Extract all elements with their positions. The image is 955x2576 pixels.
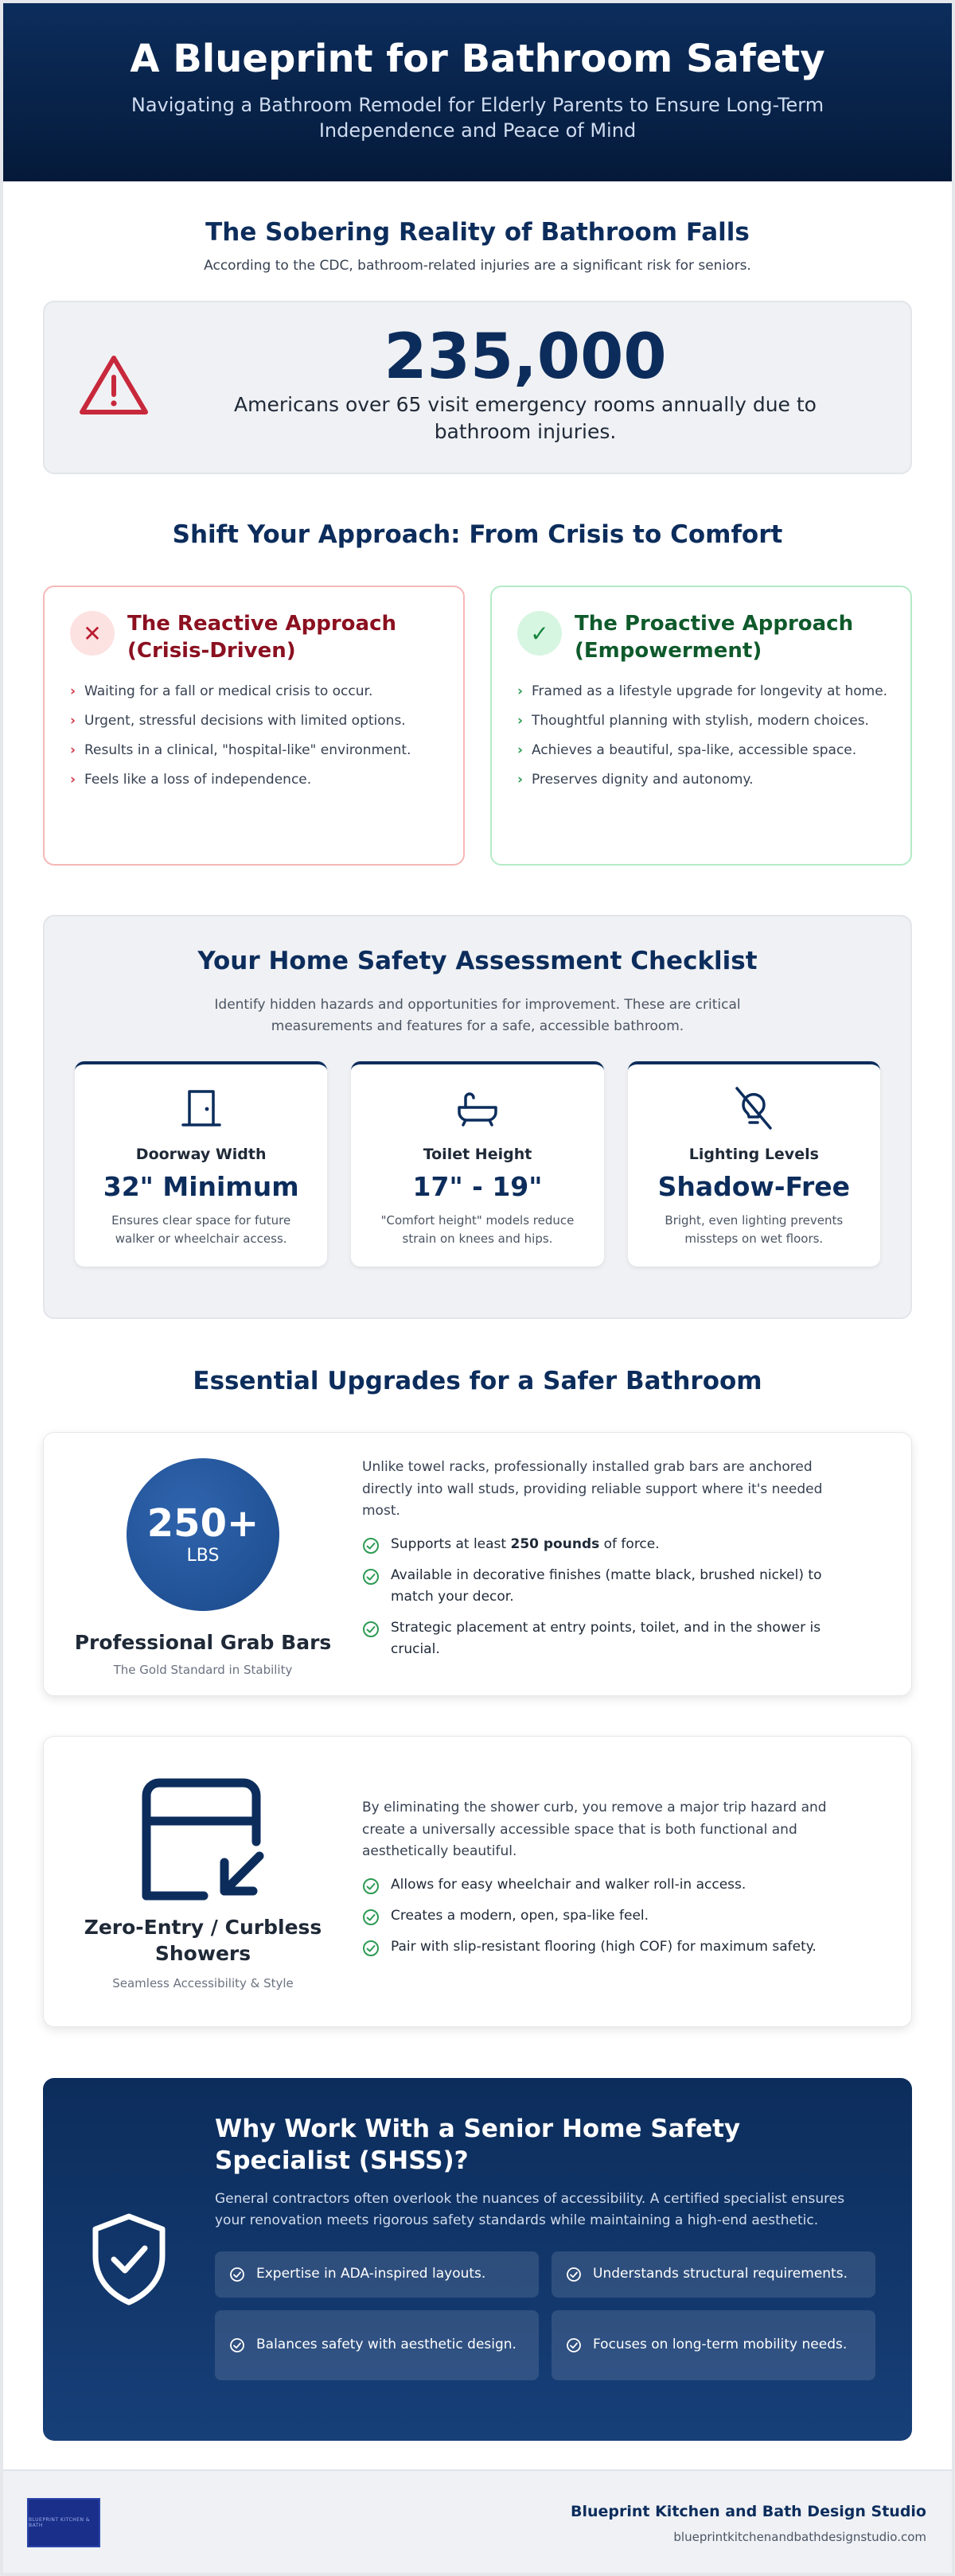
company-name: Blueprint Kitchen and Bath Design Studio <box>570 2503 926 2520</box>
card-description: "Comfort height" models reduce strain on knees and hips. <box>380 1213 575 1246</box>
lighting-card <box>628 1061 880 1267</box>
list-text: Balances safety with aesthetic design. <box>256 2337 516 2353</box>
check-circle-icon <box>362 1621 380 1638</box>
proactive-list <box>517 681 888 792</box>
approach-title: Shift Your Approach: From Crisis to Comfort <box>172 520 783 549</box>
x-icon: ✕ <box>70 611 115 656</box>
proactive-header <box>517 611 888 665</box>
grab-bars-right <box>362 1433 911 1695</box>
list-item: › Urgent, stressful decisions with limited options. <box>70 710 441 732</box>
approach-section <box>3 474 952 866</box>
grab-bars-list <box>362 1534 856 1661</box>
toilet-card <box>351 1061 603 1267</box>
warning-triangle-icon <box>78 353 150 417</box>
grab-bars-card <box>43 1432 912 1696</box>
walk-in-shower-icon <box>135 1773 271 1909</box>
list-item <box>362 1905 856 1927</box>
stat-box <box>43 301 912 474</box>
grab-bars-intro: Unlike towel racks, professionally installed grab bars are anchored directly into wall studs, providing reliable support where it's needed most. <box>362 1459 823 1520</box>
stat-text: Americans over 65 visit emergency rooms annually due to bathroom injuries. <box>234 393 817 443</box>
reactive-list <box>70 681 441 792</box>
reality-title: The Sobering Reality of Bathroom Falls <box>205 218 750 247</box>
list-item <box>362 1565 856 1608</box>
reality-subtitle: According to the CDC, bathroom-related injuries are a significant risk for seniors. <box>204 258 751 274</box>
list-text: Available in decorative finishes (matte black, brushed nickel) to match your decor. <box>391 1566 822 1605</box>
card-description: Ensures clear space for future walker or wheelchair access. <box>111 1213 291 1246</box>
grab-bars-subtitle: The Gold Standard in Stability <box>113 1662 293 1677</box>
footer <box>3 2469 952 2573</box>
specialist-item <box>552 2251 875 2298</box>
reactive-header <box>70 611 441 665</box>
check-circle-icon <box>362 1568 380 1586</box>
showers-list <box>362 1874 856 1959</box>
badge-unit: LBS <box>186 1545 220 1566</box>
list-item: › Framed as a lifestyle upgrade for longevity at home. <box>517 681 888 702</box>
card-value: Shadow-Free <box>657 1171 851 1203</box>
list-item: › Feels like a loss of independence. <box>70 769 441 791</box>
showers-title: Zero-Entry / Curbless Showers <box>84 1916 322 1965</box>
checklist-subtitle: Identify hidden hazards and opportunities for improvement. These are critical measurements and features for a safe, accessible bathroom. <box>214 997 741 1035</box>
list-text-bold: 250 pounds <box>510 1535 600 1552</box>
list-item: › Waiting for a fall or medical crisis to occur. <box>70 681 441 702</box>
card-value: 32" Minimum <box>103 1171 299 1203</box>
upgrades-title: Essential Upgrades for a Safer Bathroom <box>193 1367 762 1395</box>
lightbulb-off-icon <box>731 1085 777 1131</box>
proactive-title: The Proactive Approach (Empowerment) <box>575 612 854 663</box>
proactive-card <box>490 586 912 866</box>
reactive-title: The Reactive Approach (Crisis-Driven) <box>127 612 397 663</box>
doorway-card <box>75 1061 327 1267</box>
specialist-grid <box>215 2251 875 2380</box>
upgrades-section <box>3 1319 952 2027</box>
specialist-intro: General contractors often overlook the nuances of accessibility. A certified specialist ensures your renovation meets rigorous safety standards while maintaining a high-end aesthetic. <box>215 2190 845 2229</box>
shield-check-icon <box>89 2212 169 2307</box>
list-text: Creates a modern, open, spa-like feel. <box>391 1907 649 1924</box>
check-circle-icon <box>362 1878 380 1895</box>
approach-row <box>43 586 912 866</box>
checklist-title: Your Home Safety Assessment Checklist <box>197 947 758 975</box>
check-circle-icon <box>229 2337 245 2353</box>
grab-bars-title: Professional Grab Bars <box>74 1631 332 1654</box>
check-circle-icon <box>362 1940 380 1957</box>
weight-badge <box>127 1458 279 1611</box>
list-item: › Achieves a beautiful, spa-like, accessible space. <box>517 740 888 761</box>
showers-intro: By eliminating the shower curb, you remove a major trip hazard and create a universally accessible space that is both functional and aesthetically beautiful. <box>362 1800 827 1860</box>
reactive-card <box>43 586 465 866</box>
company-url[interactable]: blueprintkitchenandbathdesignstudio.com <box>673 2530 926 2544</box>
badge-value: 250+ <box>146 1500 259 1546</box>
card-description: Bright, even lighting prevents missteps on wet floors. <box>665 1213 844 1246</box>
card-label: Toilet Height <box>423 1146 532 1164</box>
showers-subtitle: Seamless Accessibility & Style <box>112 1976 294 1990</box>
list-item <box>362 1936 856 1958</box>
card-value: 17" - 19" <box>412 1171 543 1203</box>
list-item <box>362 1617 856 1660</box>
logo-text: BLUEPRINT KITCHEN & BATH <box>29 2517 91 2528</box>
list-item <box>362 1534 856 1555</box>
list-text: Understands structural requirements. <box>593 2266 848 2282</box>
page-subtitle: Navigating a Bathroom Remodel for Elderly Parents to Ensure Long-Term Independence and Peace of Mind <box>131 93 824 142</box>
specialist-section <box>43 2078 912 2441</box>
hero-header <box>3 3 952 181</box>
check-circle-icon <box>362 1909 380 1926</box>
specialist-item <box>215 2251 539 2298</box>
list-text: Strategic placement at entry points, toilet, and in the shower is crucial. <box>391 1620 821 1658</box>
check-circle-icon <box>566 2337 582 2353</box>
card-label: Lighting Levels <box>688 1146 819 1164</box>
grab-bars-left <box>44 1433 362 1695</box>
stat-value: 235,000 <box>384 321 667 393</box>
reality-section <box>3 181 952 474</box>
list-text: Allows for easy wheelchair and walker roll-in access. <box>391 1876 746 1893</box>
showers-right <box>362 1737 911 2026</box>
list-text: of force. <box>599 1535 660 1552</box>
check-circle-icon <box>566 2267 582 2282</box>
list-item <box>362 1874 856 1896</box>
company-logo <box>27 2498 100 2547</box>
door-icon <box>178 1085 224 1131</box>
list-item: › Thoughtful planning with stylish, modern choices. <box>517 710 888 732</box>
check-circle-icon <box>362 1537 380 1555</box>
list-item: › Results in a clinical, "hospital-like" environment. <box>70 740 441 761</box>
check-icon: ✓ <box>517 611 562 656</box>
checklist-section <box>43 915 912 1319</box>
showers-card <box>43 1736 912 2027</box>
specialist-body <box>215 2113 875 2380</box>
list-text: Supports at least <box>391 1535 511 1552</box>
page-title: A Blueprint for Bathroom Safety <box>130 37 825 81</box>
checklist-cards <box>75 1061 880 1267</box>
specialist-item <box>552 2310 875 2380</box>
specialist-item <box>215 2310 539 2380</box>
bathtub-icon <box>454 1085 501 1131</box>
list-text: Expertise in ADA-inspired layouts. <box>256 2266 486 2282</box>
specialist-title: Why Work With a Senior Home Safety Specialist (SHSS)? <box>215 2115 741 2176</box>
card-label: Doorway Width <box>135 1146 267 1164</box>
list-text: Focuses on long-term mobility needs. <box>593 2337 848 2353</box>
showers-left <box>44 1737 362 2026</box>
list-item: › Preserves dignity and autonomy. <box>517 769 888 791</box>
check-circle-icon <box>229 2267 245 2282</box>
list-text: Pair with slip-resistant flooring (high COF) for maximum safety. <box>391 1938 817 1955</box>
